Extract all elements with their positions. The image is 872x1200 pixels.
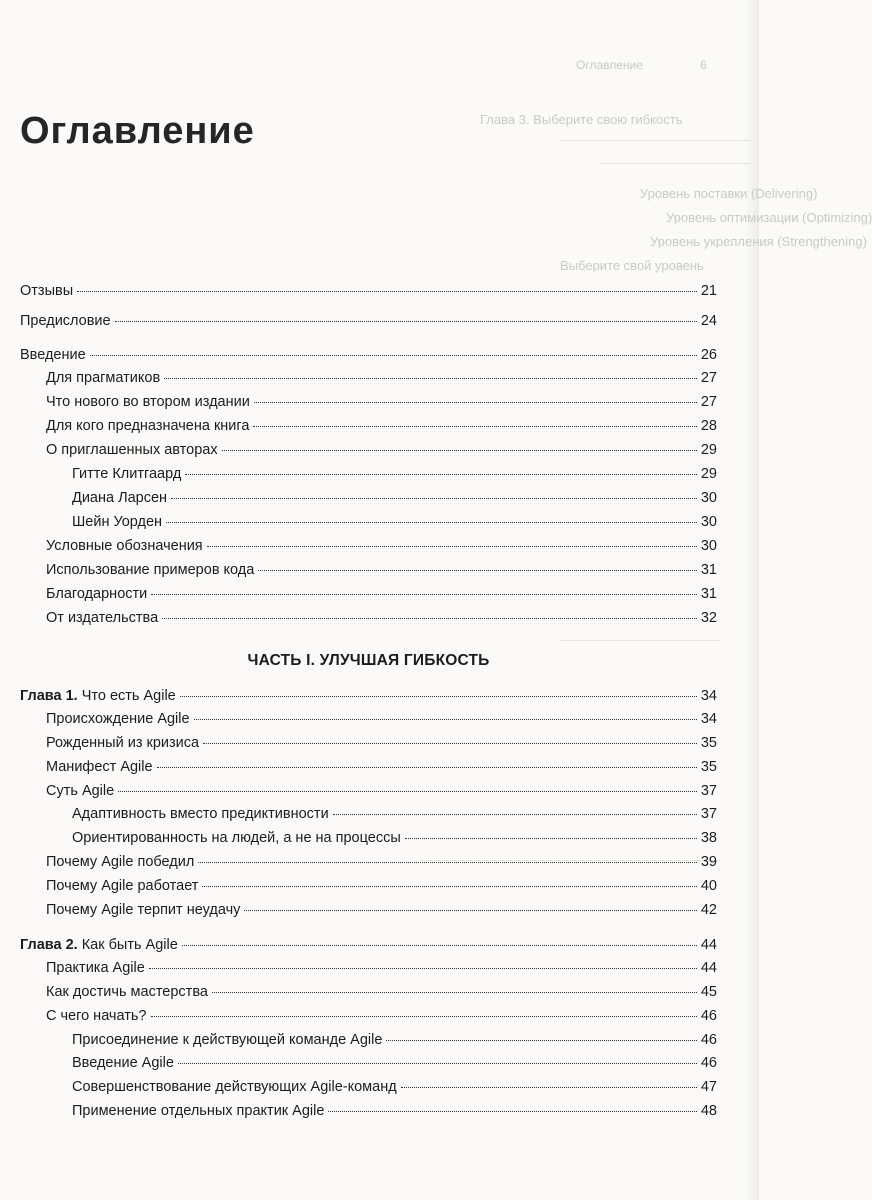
dot-leader (253, 425, 696, 427)
toc-entry[interactable] (20, 311, 717, 331)
toc-entry[interactable] (46, 876, 717, 896)
toc-entry[interactable] (46, 781, 717, 801)
toc-entry-page-number: 40 (700, 878, 717, 894)
toc-entry-page-number: 38 (700, 830, 717, 846)
toc-entry-label: Манифест Agile (46, 759, 153, 775)
toc-entry[interactable] (20, 345, 717, 365)
bleed-through-line: Уровень укрепления (Strengthening) (650, 234, 867, 249)
toc-entry-page-number: 30 (700, 538, 717, 554)
toc-entry-label: Что нового во втором издании (46, 394, 250, 410)
dot-leader (115, 320, 697, 322)
toc-entry[interactable] (46, 584, 717, 604)
dot-leader (166, 521, 697, 523)
dot-leader (333, 813, 697, 815)
toc-entry-label: Шейн Уорден (72, 514, 163, 530)
toc-entry-page-number: 42 (700, 902, 717, 918)
toc-entry-page-number: 31 (700, 586, 717, 602)
dot-leader (202, 885, 696, 887)
toc-entry[interactable] (72, 804, 717, 824)
dot-leader (401, 1086, 697, 1088)
toc-entry[interactable] (46, 982, 717, 1002)
bleed-through-header: Оглавление (576, 58, 643, 72)
bleed-through-line: Уровень поставки (Delivering) (640, 186, 818, 201)
toc-entry-label: Для кого предназначена книга (46, 418, 250, 434)
toc-entry[interactable] (46, 368, 717, 388)
toc-entry-label: Введение (20, 347, 86, 363)
toc-entry-page-number: 44 (700, 960, 717, 976)
toc-entry-label: Почему Agile терпит неудачу (46, 902, 241, 918)
dot-leader (405, 837, 697, 839)
toc-entry-label: Использование примеров кода (46, 562, 255, 578)
toc-entry-page-number: 35 (700, 759, 717, 775)
toc-entry-page-number: 46 (700, 1008, 717, 1024)
toc-entry-page-number: 48 (700, 1103, 717, 1119)
toc-entry[interactable] (46, 440, 717, 460)
bleed-through-rule (600, 163, 750, 164)
dot-leader (207, 545, 697, 547)
toc-entry[interactable] (46, 416, 717, 436)
bleed-through-line: Выберите свой уровень (560, 258, 704, 273)
toc-entry-page-number: 29 (700, 466, 717, 482)
toc-entry[interactable] (46, 608, 717, 628)
dot-leader (151, 593, 697, 595)
toc-entry-label: С чего начать? (46, 1008, 147, 1024)
dot-leader (212, 991, 697, 993)
toc-entry-label: Совершенствование действующих Agile-команд (72, 1079, 397, 1095)
toc-entry-label: Введение Agile (72, 1055, 174, 1071)
dot-leader (77, 290, 697, 292)
toc-entry-label: Глава 2. Как быть Agile (20, 937, 178, 953)
toc-entry-page-number: 26 (700, 347, 717, 363)
toc-entry[interactable] (46, 900, 717, 920)
toc-entry[interactable] (46, 709, 717, 729)
toc-entry-label: Глава 1. Что есть Agile (20, 688, 176, 704)
toc-entry[interactable] (72, 488, 717, 508)
toc-entry[interactable] (46, 392, 717, 412)
toc-entry[interactable] (72, 1053, 717, 1073)
toc-entry-page-number: 27 (700, 394, 717, 410)
toc-entry[interactable] (20, 281, 717, 301)
dot-leader (198, 861, 697, 863)
toc-entry[interactable] (46, 733, 717, 753)
bleed-through-rule (560, 640, 720, 641)
toc-entry-label: От издательства (46, 610, 159, 626)
toc-entry-page-number: 46 (700, 1032, 717, 1048)
dot-leader (222, 449, 697, 451)
toc-entry-page-number: 27 (700, 370, 717, 386)
toc-entry[interactable] (72, 512, 717, 532)
bleed-through-page-number: 6 (700, 58, 707, 72)
toc-entry-page-number: 45 (700, 984, 717, 1000)
toc-entry-label: Рожденный из кризиса (46, 735, 200, 751)
dot-leader (171, 497, 697, 499)
toc-entry-label: Как достичь мастерства (46, 984, 208, 1000)
dot-leader (244, 909, 696, 911)
part-heading: ЧАСТЬ I. УЛУЧШАЯ ГИБКОСТЬ (247, 652, 490, 669)
toc-entry-page-number: 39 (700, 854, 717, 870)
toc-entry[interactable] (20, 686, 717, 706)
toc-entry-page-number: 44 (700, 937, 717, 953)
toc-entry-page-number: 37 (700, 806, 717, 822)
toc-entry[interactable] (72, 464, 717, 484)
toc-entry-page-number: 37 (700, 783, 717, 799)
toc-entry-label: Условные обозначения (46, 538, 203, 554)
toc-entry[interactable] (46, 1006, 717, 1026)
dot-leader (151, 1015, 697, 1017)
toc-entry-label: Почему Agile работает (46, 878, 199, 894)
toc-entry[interactable] (46, 958, 717, 978)
toc-entry-label: Почему Agile победил (46, 854, 195, 870)
toc-entry[interactable] (20, 935, 717, 955)
toc-entry-label: Благодарности (46, 586, 148, 602)
toc-entry-label: О приглашенных авторах (46, 442, 218, 458)
toc-entry-label: Присоединение к действующей команде Agile (72, 1032, 383, 1048)
dot-leader (185, 473, 697, 475)
toc-entry[interactable] (72, 1077, 717, 1097)
toc-entry[interactable] (46, 536, 717, 556)
toc-entry-page-number: 24 (700, 313, 717, 329)
dot-leader (164, 377, 697, 379)
toc-entry-label: Гитте Клитгаард (72, 466, 182, 482)
chapter-prefix: Глава 1. (20, 688, 78, 704)
toc-entry-label: Практика Agile (46, 960, 145, 976)
toc-entry[interactable] (72, 828, 717, 848)
dot-leader (180, 695, 697, 697)
toc-entry-page-number: 31 (700, 562, 717, 578)
toc-entry-label: Адаптивность вместо предиктивности (72, 806, 329, 822)
toc-entry-page-number: 34 (700, 688, 717, 704)
page-edge (745, 0, 759, 1200)
bleed-through-line: Уровень оптимизации (Optimizing) (666, 210, 872, 225)
dot-leader (182, 944, 697, 946)
toc-entry[interactable] (46, 757, 717, 777)
chapter-prefix: Глава 2. (20, 937, 78, 953)
dot-leader (194, 718, 697, 720)
toc-entry[interactable] (72, 1101, 717, 1121)
dot-leader (254, 401, 697, 403)
toc-entry-label: Диана Ларсен (72, 490, 168, 506)
dot-leader (328, 1110, 696, 1112)
dot-leader (162, 617, 697, 619)
toc-entry-label: Для прагматиков (46, 370, 161, 386)
toc-entry[interactable] (46, 560, 717, 580)
bleed-through-rule (560, 140, 750, 141)
toc-entry-label: Отзывы (20, 283, 74, 299)
dot-leader (386, 1039, 696, 1041)
toc-entry-page-number: 30 (700, 490, 717, 506)
dot-leader (149, 967, 697, 969)
toc-entry-label: Происхождение Agile (46, 711, 190, 727)
toc-entry-page-number: 29 (700, 442, 717, 458)
toc-entry-page-number: 47 (700, 1079, 717, 1095)
toc-entry-page-number: 30 (700, 514, 717, 530)
toc-entry-page-number: 46 (700, 1055, 717, 1071)
dot-leader (157, 766, 697, 768)
toc-entry-page-number: 35 (700, 735, 717, 751)
dot-leader (90, 354, 697, 356)
toc-entry-page-number: 28 (700, 418, 717, 434)
bleed-through-line: Глава 3. Выберите свою гибкость (480, 112, 683, 127)
toc-entry-label: Ориентированность на людей, а не на процессы (72, 830, 401, 846)
toc-entry-page-number: 32 (700, 610, 717, 626)
dot-leader (203, 742, 697, 744)
dot-leader (178, 1062, 697, 1064)
toc-entry-label: Предисловие (20, 313, 111, 329)
toc-entry[interactable] (46, 852, 717, 872)
toc-entry-page-number: 21 (700, 283, 717, 299)
toc-entry-label: Суть Agile (46, 783, 115, 799)
toc-entry-page-number: 34 (700, 711, 717, 727)
dot-leader (118, 790, 697, 792)
toc-entry-label: Применение отдельных практик Agile (72, 1103, 325, 1119)
page-title: Оглавление (20, 110, 255, 152)
toc-entry[interactable] (72, 1030, 717, 1050)
dot-leader (258, 569, 697, 571)
